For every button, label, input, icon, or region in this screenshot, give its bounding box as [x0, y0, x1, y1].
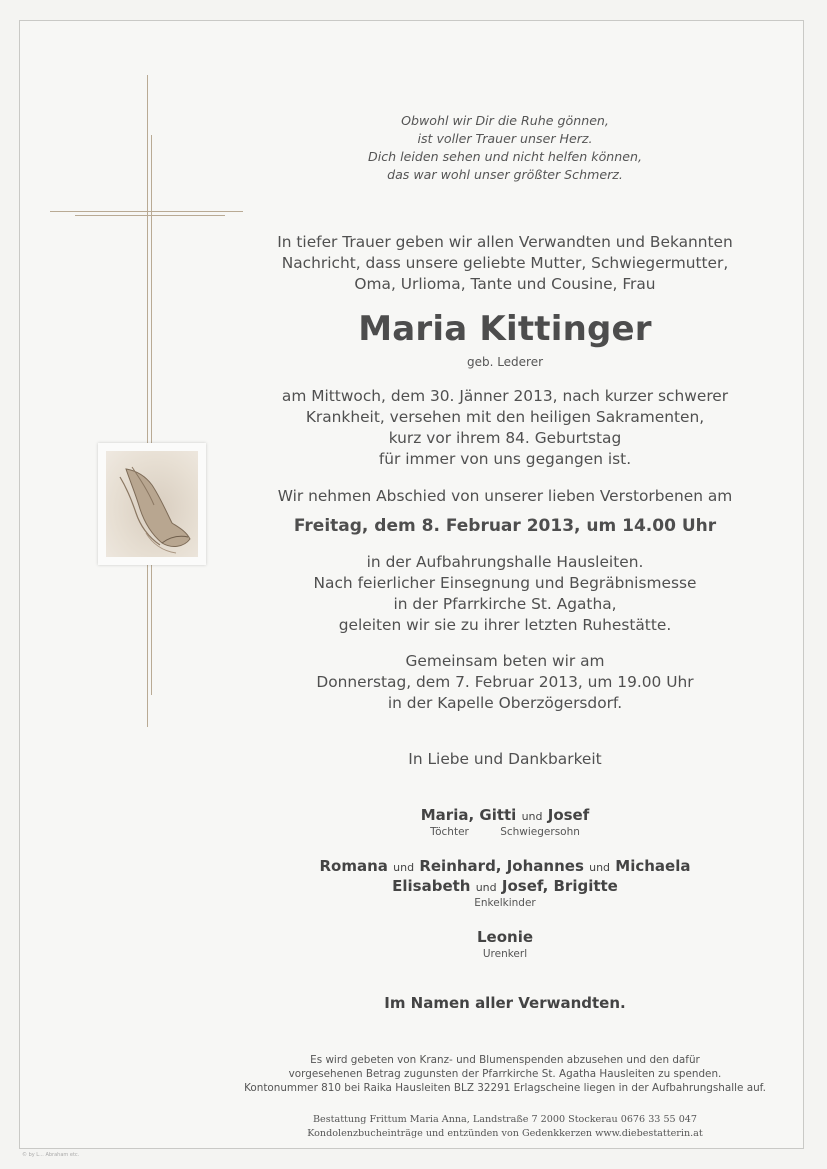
mourner-name: Michaela	[615, 857, 691, 875]
prayer-line: Donnerstag, dem 7. Februar 2013, um 19.00 Uhr	[316, 673, 694, 691]
death-line: kurz vor ihrem 84. Geburtstag	[388, 429, 622, 447]
intro-line: In tiefer Trauer geben wir allen Verwandten und Bekannten	[277, 233, 733, 251]
on-behalf-line: Im Namen aller Verwandten.	[384, 994, 626, 1012]
prayer-notice	[200, 651, 810, 714]
prayer-line: in der Kapelle Oberzögersdorf.	[387, 694, 623, 712]
maiden-name: geb. Lederer	[466, 355, 544, 369]
verse-line: Obwohl wir Dir die Ruhe gönnen,	[401, 113, 609, 128]
place-line: geleiten wir sie zu ihrer letzten Ruhestätte.	[338, 616, 672, 634]
donation-note	[200, 1053, 810, 1095]
relation-label: Urenkerl	[482, 948, 528, 960]
place-line: Nach feierlicher Einsegnung und Begräbnismesse	[313, 574, 697, 592]
mourner-name: Josef	[547, 806, 590, 824]
death-line: für immer von uns gegangen ist.	[378, 450, 632, 468]
closing-line: In Liebe und Dankbarkeit	[408, 750, 602, 768]
note-line: Kontonummer 810 bei Raika Hausleiten BLZ 32291 Erlagscheine liegen in der Aufbahrungshalle auf.	[244, 1082, 766, 1094]
mourner-name: Elisabeth	[392, 877, 471, 895]
death-line: Krankheit, versehen mit den heiligen Sakramenten,	[305, 408, 705, 426]
relation-label: Töchter	[430, 826, 469, 838]
death-line: am Mittwoch, dem 30. Jänner 2013, nach kurzer schwerer	[281, 387, 729, 405]
funeral-place	[200, 552, 810, 636]
verse-line: Dich leiden sehen und nicht helfen können,	[368, 149, 642, 164]
mourners-children	[200, 806, 810, 824]
fineprint: © by L... Abraham etc.	[22, 1152, 80, 1158]
verse-line: das war wohl unser größter Schmerz.	[387, 167, 623, 182]
farewell-text: Wir nehmen Abschied von unserer lieben Verstorbenen am	[277, 487, 733, 505]
relation-label: Enkelkinder	[474, 897, 536, 909]
prayer-line: Gemeinsam beten wir am	[405, 652, 605, 670]
praying-hands-picture	[98, 443, 206, 565]
mourner-name: Josef, Brigitte	[501, 877, 618, 895]
note-line: Es wird gebeten von Kranz- und Blumenspenden abzusehen und den dafür	[310, 1054, 700, 1066]
undertaker-footer	[200, 1113, 810, 1141]
mourner-name: Leonie	[476, 928, 534, 946]
mourner-name: Reinhard, Johannes	[419, 857, 584, 875]
relation-labels	[200, 826, 810, 838]
intro-line: Nachricht, dass unsere geliebte Mutter, Schwiegermutter,	[281, 254, 729, 272]
and-word: und	[475, 881, 497, 894]
and-word: und	[589, 861, 611, 874]
mourners-grandchildren	[200, 857, 810, 875]
place-line: in der Aufbahrungshalle Hausleiten.	[366, 553, 644, 571]
deceased-name: Maria Kittinger	[358, 309, 652, 349]
mourner-name: Maria, Gitti	[420, 806, 517, 824]
death-notice	[200, 386, 810, 470]
footer-line: Kondolenzbucheinträge und entzünden von Gedenkkerzen www.diebestatterin.at	[307, 1128, 703, 1139]
note-line: vorgesehenen Betrag zugunsten der Pfarrkirche St. Agatha Hausleiten zu spenden.	[288, 1068, 722, 1080]
footer-line: Bestattung Frittum Maria Anna, Landstraße 7 2000 Stockerau 0676 33 55 047	[312, 1114, 698, 1125]
intro-text	[200, 232, 810, 295]
and-word: und	[521, 810, 543, 823]
funeral-date: Freitag, dem 8. Februar 2013, um 14.00 Uhr	[293, 516, 717, 536]
mourner-name: Romana	[319, 857, 388, 875]
verse	[200, 112, 810, 184]
place-line: in der Pfarrkirche St. Agatha,	[393, 595, 617, 613]
intro-line: Oma, Urlioma, Tante und Cousine, Frau	[354, 275, 656, 293]
relation-label: Schwiegersohn	[500, 826, 580, 838]
verse-line: ist voller Trauer unser Herz.	[417, 131, 593, 146]
mourners-grandchildren-2	[200, 877, 810, 895]
and-word: und	[393, 861, 415, 874]
praying-hands-icon	[106, 451, 198, 557]
